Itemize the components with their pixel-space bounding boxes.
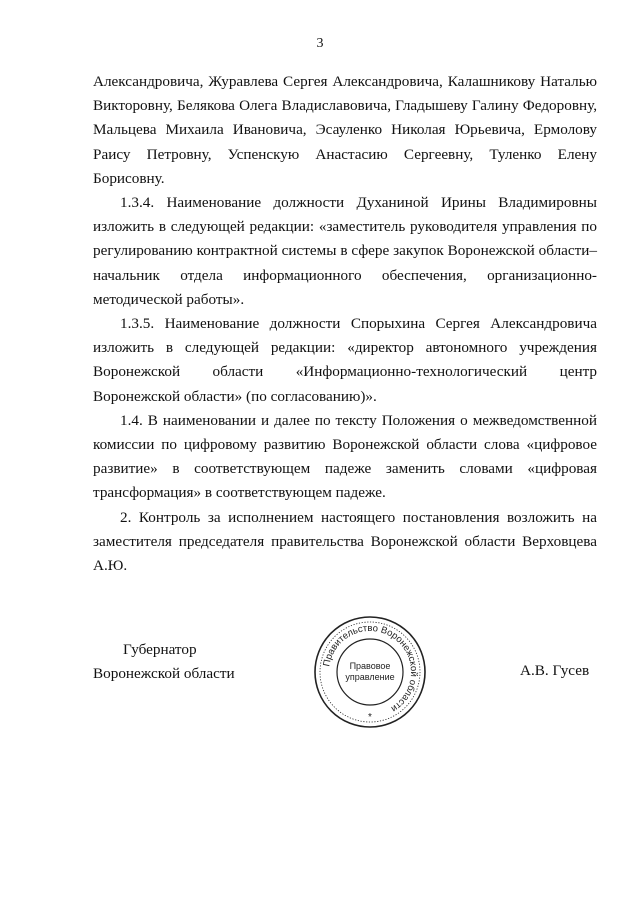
signatory-title bbox=[93, 638, 235, 686]
signatory-name: А.В. Гусев bbox=[520, 662, 590, 679]
signatory-title-line1: Губернатор bbox=[123, 641, 197, 658]
paragraph-1-4: 1.4. В наименовании и далее по тексту Положения о межведомственной комиссии по цифровому развитию Воронежской области слова «цифровое развитие» в соответствующем падеже заменить словами «цифровая трансформация» в соответствующем падеже. bbox=[93, 411, 597, 502]
seal-center-line1: Правовое bbox=[349, 661, 391, 671]
paragraph-1-3-4: 1.3.4. Наименование должности Духаниной Ирины Владимировны изложить в следующей редакции: «заместитель руководителя управления по регулированию контрактной системы в сфере закупок Воронежской области– начальник отдела информационного обеспечения, организационно-методической работы». bbox=[93, 194, 597, 308]
seal-ring-text: Правительство Воронежской области bbox=[321, 622, 420, 715]
document-body bbox=[93, 70, 597, 578]
paragraph-1-3-5: 1.3.5. Наименование должности Спорыхина Сергея Александровича изложить в следующей редакции: «директор автономного учреждения Воронежской области «Информационно-технологический центр Воронежской области» (по согласованию)». bbox=[93, 315, 597, 405]
signatory-title-line2: Воронежской области bbox=[93, 665, 235, 682]
page-number: 3 bbox=[316, 36, 324, 51]
seal-star: * bbox=[368, 712, 372, 723]
paragraph-continuation: Александровича, Журавлева Сергея Александровича, Калашникову Наталью Викторовну, Белякова Олега Владиславовича, Гладышеву Галину Федоровну, Мальцева Михаила Ивановича, Эсауленко Николая Юрьевича, Ермолову Раису Петровну, Успенскую Анастасию Сергеевну, Туленко Елену Борисовну. bbox=[93, 73, 597, 187]
legal-department-seal bbox=[312, 614, 428, 730]
paragraph-2: 2. Контроль за исполнением настоящего постановления возложить на заместителя председателя правительства Воронежской области Верховцева А.Ю. bbox=[93, 508, 597, 575]
seal-center-line2: управление bbox=[345, 672, 395, 682]
